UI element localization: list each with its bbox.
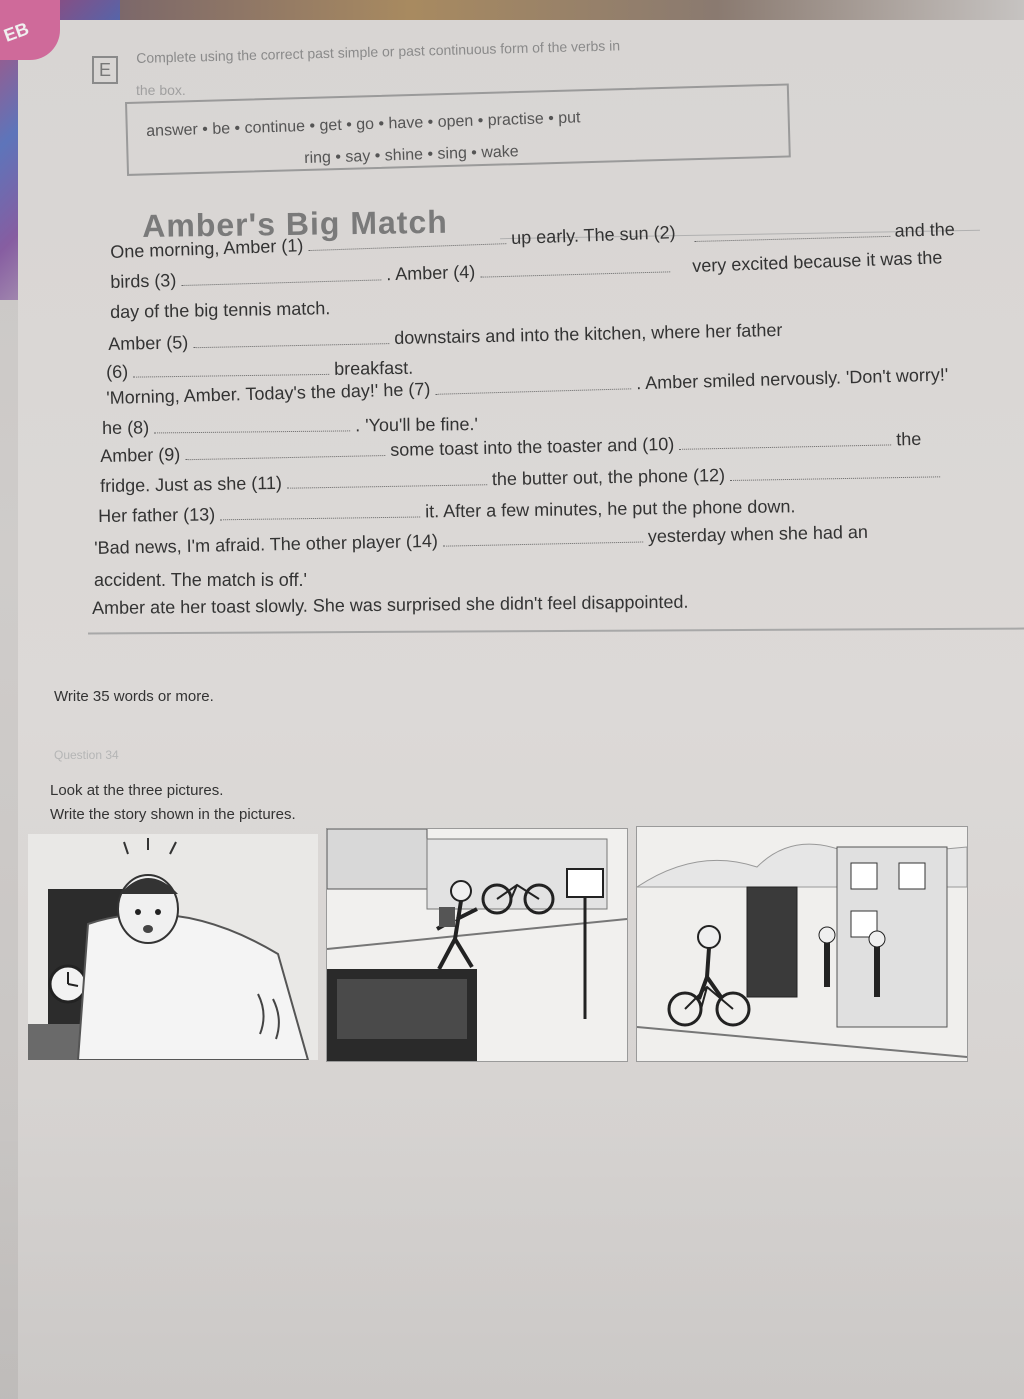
picture-1-boy-waking-late (28, 834, 318, 1060)
blank-14[interactable] (443, 528, 643, 547)
blank-8[interactable] (154, 416, 350, 433)
blank-11[interactable] (287, 470, 487, 488)
blank-13[interactable] (220, 503, 420, 521)
story-line-5: (6) breakfast. (106, 357, 414, 382)
story-line-2-end: very excited because it was the (692, 247, 943, 276)
blank-6[interactable] (133, 360, 329, 378)
blank-3[interactable] (181, 265, 381, 286)
section-label: E (92, 56, 118, 84)
story-line-3: day of the big tennis match. (110, 298, 331, 322)
word-count-instruction: Write 35 words or more. (54, 688, 214, 705)
school-illustration (637, 827, 967, 1061)
look-instruction: Look at the three pictures. (50, 782, 224, 799)
blank-7[interactable] (435, 374, 631, 394)
building (327, 829, 427, 889)
running-boy-head (451, 881, 471, 901)
verb-box-row-2: ring • say • shine • sing • wake (304, 143, 519, 167)
verb-box-row-1: answer • be • continue • get • go • have • open • practise • put (146, 109, 581, 140)
bedroom-illustration (28, 834, 318, 1060)
corner-sticker: EB (0, 0, 60, 60)
instruction-text: Complete using the correct past simple or past continuous form of the verbs in (136, 37, 621, 66)
cycling-boy-head (698, 926, 720, 948)
story-line-13: Amber ate her toast slowly. She was surprised she didn't feel disappointed. (92, 591, 689, 618)
story-line-2: birds (3) . Amber (4) (110, 256, 670, 293)
page-shadow (0, 1080, 1024, 1399)
blank-2[interactable] (694, 222, 890, 242)
story-line-1-end: and the (694, 219, 955, 247)
blank-12[interactable] (730, 462, 940, 481)
backpack-icon (439, 907, 455, 927)
blank-9[interactable] (185, 441, 385, 460)
story-line-10: Her father (13) it. After a few minutes, he put the phone down. (98, 496, 796, 526)
story-line-8: Amber (9) some toast into the toaster and (10) the (100, 428, 922, 466)
write-story-instruction: Write the story shown in the pictures. (50, 806, 296, 823)
story-line-9: fridge. Just as she (11) the butter out, the phone (12) (100, 461, 940, 497)
story-line-6: 'Morning, Amber. Today's the day!' he (7) . Amber smiled nervously. 'Don't worry!' (106, 364, 949, 408)
blank-10[interactable] (679, 430, 891, 449)
bus-stop-sign-icon (567, 869, 603, 897)
story-title: Amber's Big Match (142, 203, 449, 244)
blank-5[interactable] (193, 329, 389, 348)
question-label: Question 34 (54, 748, 119, 762)
story-line-11: 'Bad news, I'm afraid. The other player (14) yesterday when she had an (94, 521, 869, 558)
story-line-12: accident. The match is off.' (94, 570, 307, 590)
picture-2-boy-running-past-bus-stop (326, 828, 628, 1062)
section-divider (88, 628, 1024, 635)
blanket (78, 914, 308, 1060)
story-line-7: he (8) . 'You'll be fine.' (102, 414, 478, 438)
blank-4[interactable] (480, 257, 670, 277)
street-illustration (327, 829, 627, 1061)
school-gate (747, 887, 797, 997)
picture-3-boy-cycling-to-school (636, 826, 968, 1062)
instruction-text-cont: the box. (136, 82, 186, 98)
story-line-1: One morning, Amber (1) up early. The sun (2) (110, 222, 676, 262)
story-line-4: Amber (5) downstairs and into the kitchen, where her father (108, 319, 783, 354)
